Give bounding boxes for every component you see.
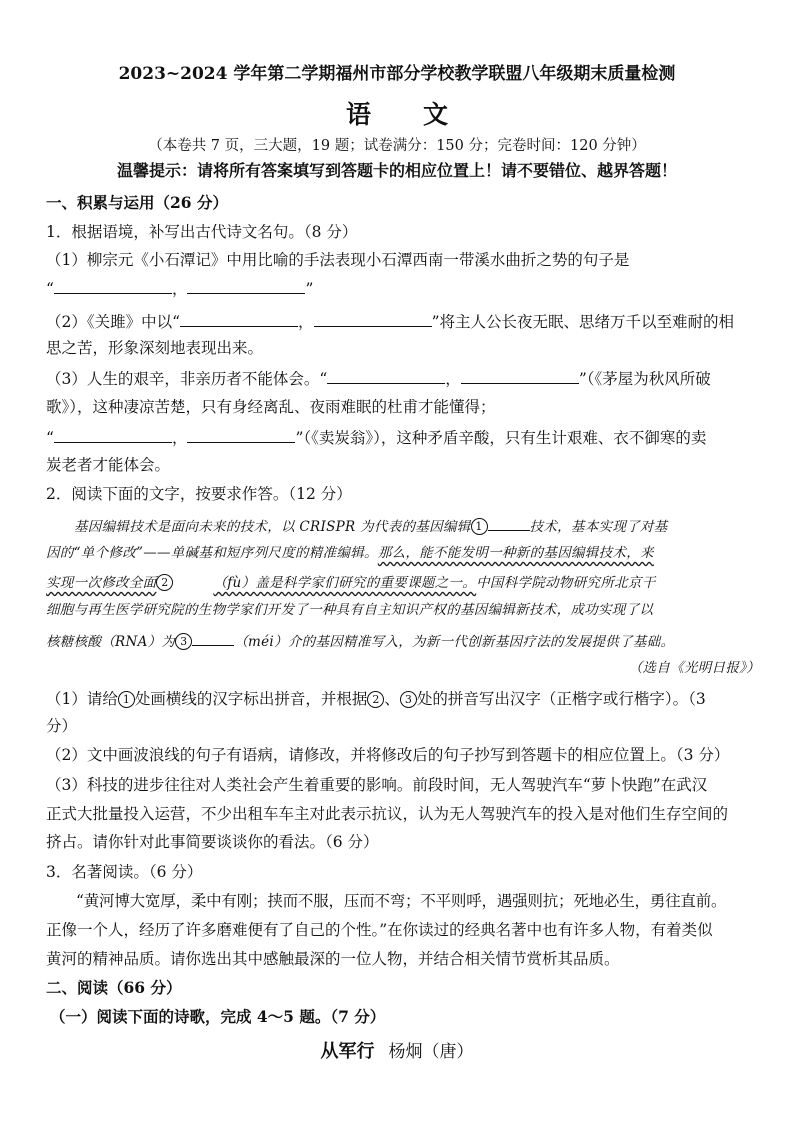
passage-line-2: 因的“单个修改”——单碱基和短序列尺度的精准编辑。那么，能不能发明一种新的基因编辑技术，来 [46,545,654,561]
answer-blank[interactable] [327,367,445,384]
answer-blank[interactable] [461,367,579,384]
passage-line-4: 细胞与再生医学研究院的生物学家们开发了一种具有自主知识产权的基因编辑新技术，成功实现了以 [46,602,654,618]
q1-part3-line4: 炭老者才能体会。 [46,456,171,474]
q1-prompt: 1．根据语境，补写出古代诗文名句。（8 分） [46,223,358,241]
q3-line3: 黄河的精神品质。请你选出其中感触最深的一位人物，并结合相关情节赏析其品质。 [46,950,620,968]
circle-marker-1: 1 [471,518,488,535]
answer-blank[interactable] [187,277,305,294]
section-two-subheading: （一）阅读下面的诗歌，完成 4～5 题。（7 分） [50,1007,386,1026]
subject-title: 语文 [345,100,500,129]
q1-part1-text: （1）柳宗元《小石潭记》中用比喻的手法表现小石潭西南一带溪水曲折之势的句子是 [46,251,630,269]
q1-part1-answer-line: “ ， ” [46,277,760,299]
section-one-heading: 一、积累与运用（26 分） [46,193,228,212]
passage-line-1: 基因编辑技术是面向未来的技术，以 CRISPR 为代表的基因编辑 1 技术，基本实现了对基 [46,514,760,537]
answer-blank[interactable] [192,629,234,646]
answer-blank[interactable] [54,277,172,294]
q2-prompt: 2．阅读下面的文字，按要求作答。（12 分） [46,485,352,503]
section-two-heading: 二、阅读（66 分） [46,978,182,997]
q1-part3-line1: （3）人生的艰辛，非亲历者不能体会。“ ， ”（《茅屋为秋风所破 [46,367,760,389]
poem-title-line [0,1042,794,1062]
q2-sub3-line3: 挤占。请你针对此事简要谈谈你的看法。（6 分） [46,833,379,851]
poem-title: 从军行 [320,1041,375,1062]
answer-blank[interactable] [488,514,530,531]
exam-title: 2023~2024 学年第二学期福州市部分学校教学联盟八年级期末质量检测 [118,64,676,84]
notice-text: 温馨提示：请将所有答案填写到答题卡的相应位置上！请不要错位、越界答题！ [116,161,677,180]
q2-sub3-line1: （3）科技的进步往往对人类社会产生着重要的影响。前段时间，无人驾驶汽车“萝卜快跑”在武汉 [46,776,708,794]
q1-part3-line2: 歌》），这种凄凉苦楚，只有身经离乱、夜雨难眠的杜甫才能懂得； [46,398,496,416]
q3-line1: “黄河博大宽厚，柔中有刚；挟而不服，压而不弯；不平则呼，遇强则抗；死地必生，勇往直前。 [76,892,727,910]
passage-source: （选自《光明日报》） [628,660,760,676]
q3-line2: 正像一个人，经历了许多磨难便有了自己的个性。”在你读过的经典名著中也有许多人物，有着类似 [46,921,713,939]
circle-marker-3: 3 [175,633,192,650]
q3-prompt: 3．名著阅读。（6 分） [46,863,203,881]
wavy-underlined-sentence: 那么，能不能发明一种新的基因编辑技术，来 [377,545,654,561]
q2-sub1-line1: （1）请给 1 处画横线的汉字标出拼音，并根据 2 、 3 处的拼音写出汉字（正楷字或行楷字）。（3 [46,690,706,708]
answer-blank[interactable] [173,571,213,587]
passage-line-3: 实现一次修改全面 2 （fù）盖是科学家们研究的重要课题之一。中国科学院动物研究所北京干 [46,571,760,593]
answer-blank[interactable] [180,310,298,327]
q1-part2-line1: （2）《关雎》中以“ ， ”将主人公长夜无眠、思绪万千以至难耐的相 [46,310,760,332]
answer-blank[interactable] [54,426,172,443]
q1-part3-line3: “ ， ”（《卖炭翁》），这种矛盾辛酸，只有生计艰难、衣不御寒的卖 [46,426,760,448]
circle-marker-2: 2 [156,574,173,591]
poem-author: 杨炯（唐） [388,1042,474,1062]
passage-line-5: 核糖核酸（RNA）为 3 （méi）介的基因精准写入，为新一代创新基因疗法的发展提供了基础。 [46,629,760,652]
q1-part2-line2: 思之苦，形象深刻地表现出来。 [46,339,264,357]
exam-info: （本卷共 7 页，三大题，19 题；试卷满分：150 分；完卷时间：120 分钟） [148,138,646,154]
q2-sub2: （2）文中画波浪线的句子有语病，请修改，并将修改后的句子抄写到答题卡的相应位置上。（3 分） [46,746,730,764]
answer-blank[interactable] [187,426,295,443]
answer-blank[interactable] [314,310,432,327]
q2-sub3-line2: 正式大批量投入运营，不少出租车车主对此表示抗议，认为无人驾驶汽车的投入是对他们生存空间的 [46,805,729,823]
q2-sub1-line2: 分） [46,717,78,735]
